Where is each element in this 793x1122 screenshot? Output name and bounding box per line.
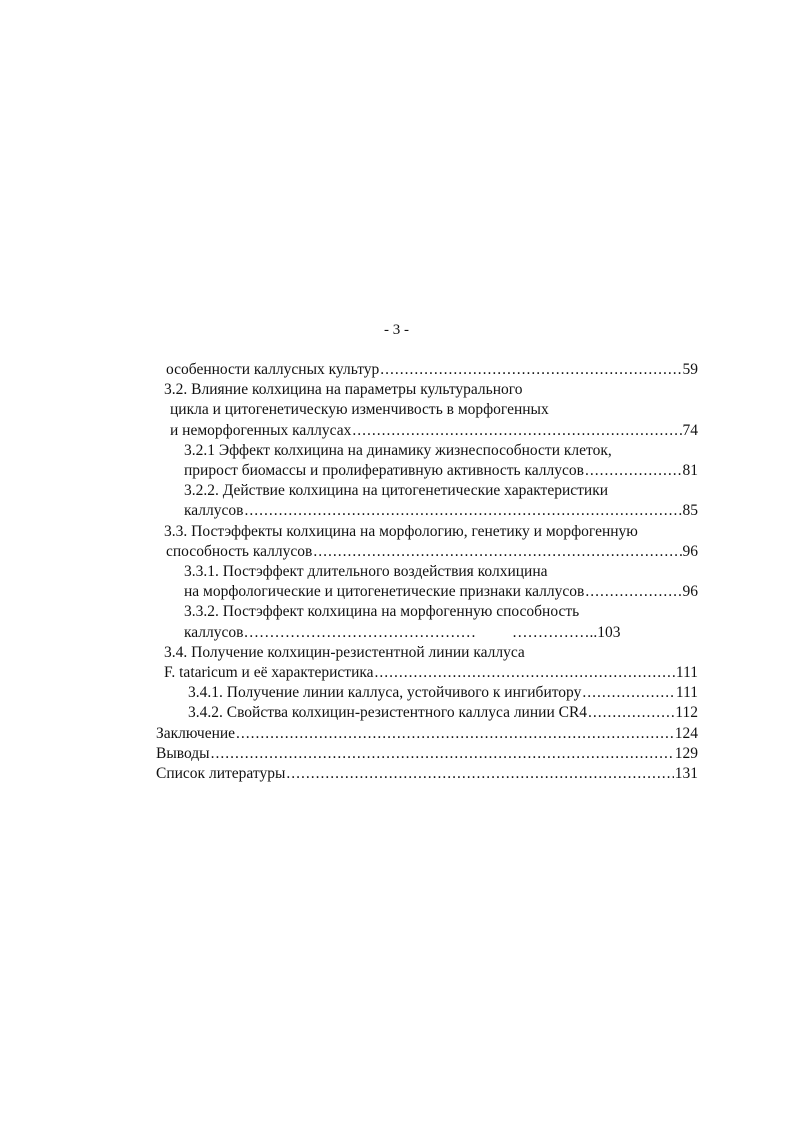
toc-entry-title: особенности каллусных культур xyxy=(166,361,380,378)
toc-entry-title-line: 3.2.2. Действие колхицина на цитогенетические характеристики xyxy=(184,482,609,500)
toc-entry-title: каллусов xyxy=(184,502,244,520)
page-number: - 3 - xyxy=(384,322,409,338)
dot-leader xyxy=(582,683,675,703)
toc-entry xyxy=(150,360,698,380)
dot-leader xyxy=(585,582,681,602)
toc-page-number: 111 xyxy=(675,684,698,702)
toc-entry-title: на морфологические и цитогенетические признаки каллусов xyxy=(184,583,585,601)
toc-entry xyxy=(150,744,698,764)
dot-leader xyxy=(588,703,674,723)
toc-page-number: 85 xyxy=(682,502,698,520)
toc-entry-title-line: 3.3.1. Постэффект длительного воздействия колхицина xyxy=(184,563,548,581)
dot-leader xyxy=(352,421,681,441)
dot-leader xyxy=(286,764,673,784)
toc-entry xyxy=(150,542,698,562)
dot-leader xyxy=(380,360,681,380)
toc-entry-title: прирост биомассы и пролиферативную активность каллусов xyxy=(184,462,584,480)
toc-page-number: 111 xyxy=(675,664,698,682)
toc-entry xyxy=(150,582,698,602)
toc-entry-title-line: 3.2.1 Эффект колхицина на динамику жизнеспособности клеток, xyxy=(184,441,612,459)
toc-entry xyxy=(150,764,698,784)
toc-page-number: ……………..103 xyxy=(511,623,621,641)
toc-page-number: 74 xyxy=(682,421,698,439)
dot-leader xyxy=(244,501,681,521)
toc-entry-title: 3.4.2. Свойства колхицин-резистентного каллуса линии CR4 xyxy=(188,704,588,722)
toc-entry xyxy=(150,501,698,521)
toc-page-number: 81 xyxy=(682,462,698,480)
toc-page-number: 129 xyxy=(674,744,698,762)
toc-entry-title: F. tataricum и её характеристика xyxy=(164,664,374,682)
toc-page-number: 131 xyxy=(674,765,698,783)
toc-entry xyxy=(150,623,698,643)
toc-entry-title: 3.4.1. Получение линии каллуса, устойчивого к ингибитору xyxy=(188,684,582,702)
toc-entry-title: Заключение xyxy=(156,724,236,742)
toc-entry-title-line: 3.3.2. Постэффект колхицина на морфогенную способность xyxy=(184,603,580,621)
toc-page-number: 96 xyxy=(682,542,698,560)
dot-leader xyxy=(375,663,675,683)
table-of-contents xyxy=(150,360,698,784)
toc-entry xyxy=(150,461,698,481)
toc-entry-title: способность каллусов xyxy=(166,542,313,560)
toc-entry xyxy=(150,663,698,683)
dot-leader xyxy=(211,744,674,764)
toc-entry xyxy=(150,421,698,441)
toc-entry xyxy=(150,703,698,723)
toc-page-number: 96 xyxy=(682,583,698,601)
toc-entry-title: каллусов……………………………………… xyxy=(184,623,476,641)
dot-leader xyxy=(236,724,674,744)
dot-leader xyxy=(313,542,681,562)
toc-entry-title: и неморфогенных каллусах xyxy=(170,421,352,439)
toc-entry-title-line: 3.2. Влияние колхицина на параметры культурального xyxy=(164,381,523,399)
toc-entry xyxy=(150,724,698,744)
toc-page-number: 112 xyxy=(675,704,698,722)
toc-entry-title: Выводы xyxy=(156,744,210,762)
toc-entry-title-line: цикла и цитогенетическую изменчивость в морфогенных xyxy=(170,401,549,419)
toc-entry-title-line: 3.3. Постэффекты колхицина на морфологию, генетику и морфогенную xyxy=(164,522,638,540)
toc-page-number: 124 xyxy=(674,724,698,742)
dot-leader xyxy=(585,461,682,481)
toc-entry xyxy=(150,683,698,703)
toc-page-number: 59 xyxy=(682,361,698,378)
toc-entry-title: Список литературы xyxy=(156,765,286,783)
toc-entry-title-line: 3.4. Получение колхицин-резистентной линии каллуса xyxy=(164,643,525,661)
